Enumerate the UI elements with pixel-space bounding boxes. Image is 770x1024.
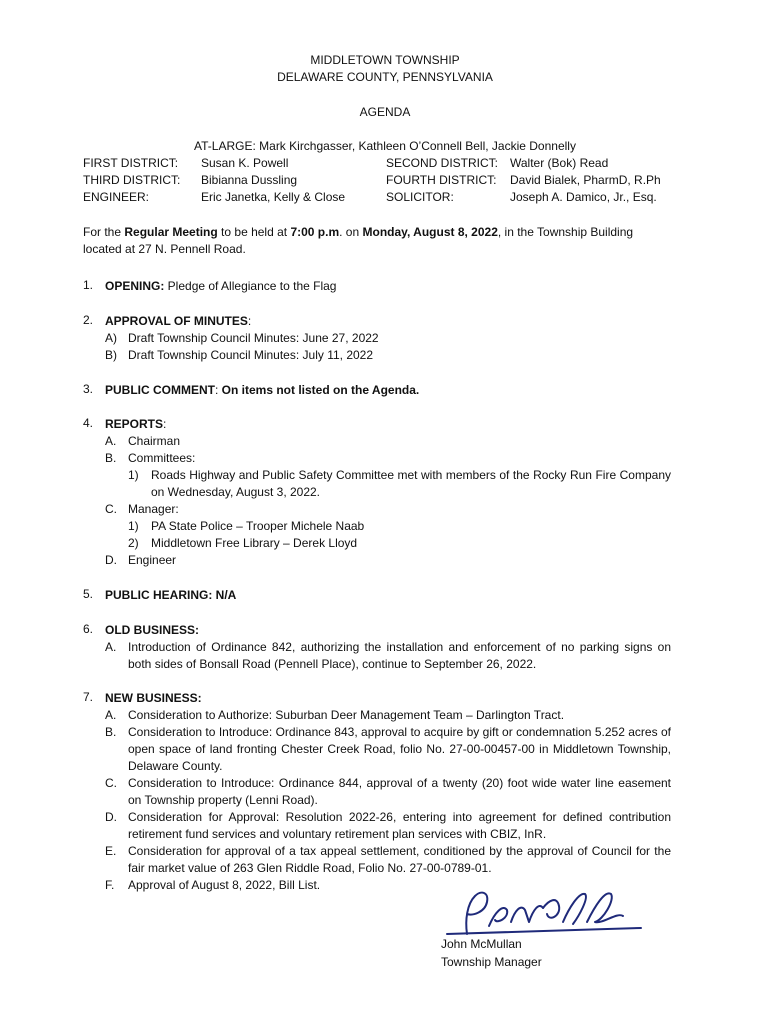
section-number: 1. xyxy=(83,278,94,292)
section-opening xyxy=(105,278,671,295)
item-label: 2) xyxy=(128,536,139,550)
item-label: D. xyxy=(105,810,117,824)
first-district-name: Susan K. Powell xyxy=(201,156,289,170)
meeting-type: Regular Meeting xyxy=(124,225,218,239)
item-label: A. xyxy=(105,434,117,448)
engineer-label: ENGINEER: xyxy=(83,190,150,204)
list-item xyxy=(105,707,671,724)
item-text: Approval of August 8, 2022, Bill List. xyxy=(128,878,321,892)
item-text: Engineer xyxy=(128,553,177,567)
item-label: A) xyxy=(105,331,117,345)
meeting-date: Monday, August 8, 2022 xyxy=(362,225,498,239)
list-item xyxy=(105,501,671,518)
list-item xyxy=(128,535,671,552)
list-item xyxy=(105,330,671,347)
section-title: NEW BUSINESS: xyxy=(105,691,202,705)
list-item xyxy=(105,433,671,450)
item-text: Consideration to Authorize: Suburban Deer Management Team – Darlington Tract. xyxy=(128,708,565,722)
section-title: APPROVAL OF MINUTES xyxy=(105,314,248,328)
meeting-time: 7:00 p.m xyxy=(290,225,340,239)
section-public-comment xyxy=(105,382,671,399)
item-label: F. xyxy=(105,878,115,892)
section-text: : xyxy=(247,314,252,328)
solicitor-label: SOLICITOR: xyxy=(386,190,454,204)
township-name: MIDDLETOWN TOWNSHIP xyxy=(310,53,460,67)
item-text: Middletown Free Library – Derek Lloyd xyxy=(151,536,358,550)
section-number: 4. xyxy=(83,416,94,430)
signature-ink xyxy=(447,893,641,934)
solicitor-name: Joseph A. Damico, Jr., Esq. xyxy=(510,190,657,204)
list-item xyxy=(105,347,671,364)
section-title: OLD BUSINESS: xyxy=(105,623,200,637)
list-item xyxy=(105,775,671,809)
item-label: C. xyxy=(105,776,117,790)
item-text: Introduction of Ordinance 842, authorizing the installation and enforcement of no parking signs on both sides of Bonsall Road (Pennell Place), continue to September 26, 2022. xyxy=(128,640,671,671)
section-public-hearing xyxy=(105,587,671,604)
item-text: Consideration for approval of a tax appeal settlement, conditioned by the approval of Council for the fair market value of 263 Glen Riddle Road, Folio No. 27-00-0789-01. xyxy=(128,844,671,875)
signer-name: John McMullan xyxy=(441,937,522,951)
engineer-name: Eric Janetka, Kelly & Close xyxy=(201,190,346,204)
item-label: 1) xyxy=(128,468,139,482)
list-item xyxy=(105,724,671,775)
section-new-business xyxy=(105,690,671,707)
at-large-members: AT-LARGE: Mark Kirchgasser, Kathleen O’Connell Bell, Jackie Donnelly xyxy=(194,139,576,153)
section-number: 3. xyxy=(83,382,94,396)
item-text: Consideration to Introduce: Ordinance 843, approval to acquire by gift or condemnation 5.252 acres of open space of land fronting Chester Creek Road, folio No. 27-00-00457-00 in Middletown Township, Delaware County. xyxy=(128,725,671,773)
item-label: A. xyxy=(105,708,117,722)
list-item xyxy=(105,450,671,467)
section-title: PUBLIC HEARING: N/A xyxy=(105,588,237,602)
list-item xyxy=(128,518,671,535)
item-label: E. xyxy=(105,844,117,858)
item-label: C. xyxy=(105,502,117,516)
item-label: 1) xyxy=(128,519,139,533)
agenda-title: AGENDA xyxy=(359,105,411,119)
list-item xyxy=(105,809,671,843)
section-number: 6. xyxy=(83,622,94,636)
signer-title: Township Manager xyxy=(441,955,542,969)
handwritten-signature xyxy=(445,882,645,944)
section-number: 2. xyxy=(83,313,94,327)
item-text: Chairman xyxy=(128,434,181,448)
item-text: Manager: xyxy=(128,502,179,516)
section-text: : xyxy=(163,417,167,431)
item-text: Roads Highway and Public Safety Committee met with members of the Rocky Run Fire Company on Wednesday, August 3, 2022. xyxy=(151,468,671,499)
intro-text: For the xyxy=(83,225,125,239)
item-label: B. xyxy=(105,725,117,739)
section-text: : xyxy=(215,383,222,397)
third-district-name: Bibianna Dussling xyxy=(201,173,298,187)
item-text: Draft Township Council Minutes: June 27, 2022 xyxy=(128,331,379,345)
third-district-label: THIRD DISTRICT: xyxy=(83,173,181,187)
item-text: Committees: xyxy=(128,451,196,465)
section-number: 7. xyxy=(83,690,94,704)
section-approval-of-minutes xyxy=(105,313,671,330)
fourth-district-label: FOURTH DISTRICT: xyxy=(386,173,497,187)
fourth-district-name: David Bialek, PharmD, R.Ph xyxy=(510,173,661,187)
section-old-business xyxy=(105,622,671,639)
meeting-intro xyxy=(83,224,671,258)
item-text: Draft Township Council Minutes: July 11, 2022 xyxy=(128,348,374,362)
list-item xyxy=(128,467,671,501)
section-reports xyxy=(105,416,671,433)
section-number: 5. xyxy=(83,587,94,601)
intro-text: , in the Township Building located at 27 N. Pennell Road. xyxy=(83,225,634,256)
item-label: B. xyxy=(105,451,117,465)
intro-text: to be held at xyxy=(217,225,291,239)
section-note: On items not listed on the Agenda. xyxy=(221,383,420,397)
section-title: REPORTS xyxy=(105,417,164,431)
list-item xyxy=(105,552,671,569)
county-name: DELAWARE COUNTY, PENNSYLVANIA xyxy=(277,70,493,84)
section-title: PUBLIC COMMENT xyxy=(105,383,215,397)
section-text: Pledge of Allegiance to the Flag xyxy=(164,279,337,293)
list-item xyxy=(105,639,671,673)
second-district-label: SECOND DISTRICT: xyxy=(386,156,499,170)
item-label: A. xyxy=(105,640,117,654)
item-label: B) xyxy=(105,348,117,362)
item-text: Consideration for Approval: Resolution 2022-26, entering into agreement for defined contribution retirement fund services and voluntary retirement plan services with CBIZ, InR. xyxy=(128,810,671,841)
list-item xyxy=(105,843,671,877)
intro-text: . on xyxy=(339,225,363,239)
item-text: PA State Police – Trooper Michele Naab xyxy=(151,519,365,533)
second-district-name: Walter (Bok) Read xyxy=(510,156,609,170)
item-label: D. xyxy=(105,553,117,567)
item-text: Consideration to Introduce: Ordinance 844, approval of a twenty (20) foot wide water line easement on Township property (Lenni Road). xyxy=(128,776,671,807)
section-title: OPENING: xyxy=(105,279,165,293)
first-district-label: FIRST DISTRICT: xyxy=(83,156,179,170)
